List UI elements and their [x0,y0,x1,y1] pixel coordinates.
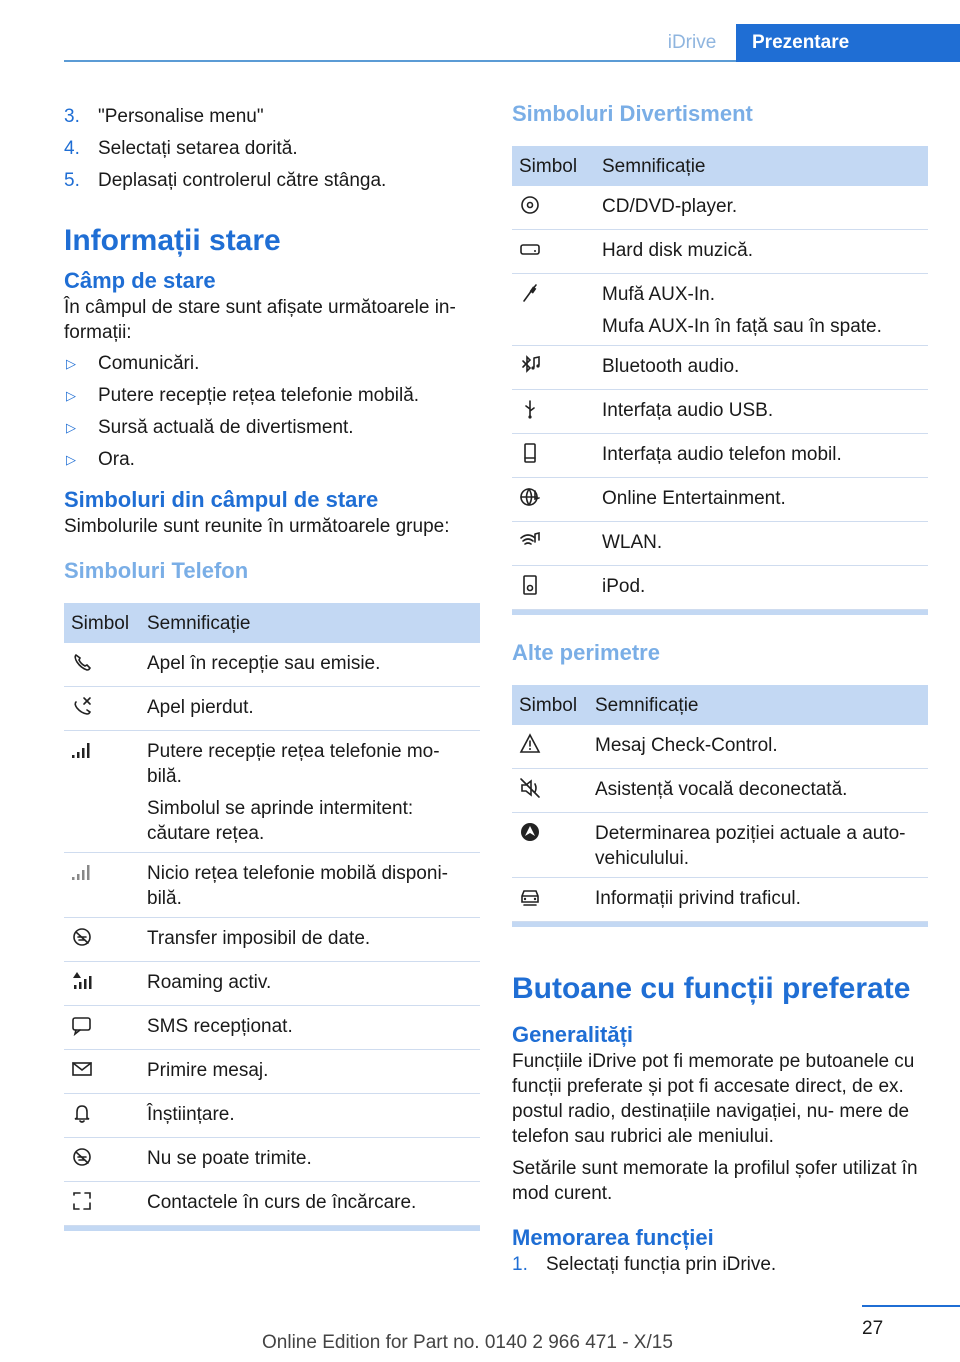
voice-off-icon [519,777,541,799]
list-item [64,136,480,161]
phone-symbols-table [64,603,480,1226]
meaning-cell [595,522,928,566]
table-row [512,522,928,566]
no-signal-icon [71,861,93,883]
step-number: 3. [64,106,80,127]
symbol-cell [64,1006,140,1050]
table-row [64,1050,480,1094]
cd-icon [519,194,541,216]
general-heading: Generalități [512,1022,634,1047]
table-row [512,478,928,522]
table-row [64,731,480,853]
symbol-cell [512,522,595,566]
usb-icon [519,398,541,420]
meaning-text: Nu se poate trimite. [147,1148,312,1169]
symbol-cell [64,643,140,687]
list-item [64,104,480,129]
meaning-text: Online Entertainment. [602,488,786,509]
symbol-cell [64,1094,140,1138]
meaning-cell [588,878,928,922]
table-row [64,1006,480,1050]
phone-call-icon [71,651,93,673]
hard-disk-icon [519,238,541,260]
mail-icon [71,1058,93,1080]
meaning-cell [140,731,480,853]
meaning-cell [595,390,928,434]
step-text: Selectați setarea dorită. [98,138,298,159]
list-item [64,383,480,408]
meaning-cell [588,813,928,878]
table-row [512,878,928,922]
symbol-cell [512,230,595,274]
footer-rule [862,1305,960,1307]
table-row [512,725,928,769]
bell-icon [71,1102,93,1124]
bullet-marker-icon: ▷ [66,420,76,435]
mobile-phone-icon [519,442,541,464]
wlan-icon [519,530,541,552]
meaning-cell [140,962,480,1006]
step-number: 1. [512,1254,528,1275]
meaning-cell [595,186,928,230]
other-areas-heading: Alte perimetre [512,640,660,665]
meaning-cell [140,1006,480,1050]
store-steps [512,1252,928,1277]
header-chapter[interactable]: Prezentare [736,24,960,62]
status-field-intro: În câmpul de stare sunt afișate următoarele in- formații: [64,297,456,343]
meaning-text: Roaming activ. [147,972,272,993]
meaning-cell [140,1050,480,1094]
table-row [512,390,928,434]
edition-note: Online Edition for Part no. 0140 2 966 471 - X/15 [262,1332,673,1353]
table-row [512,230,928,274]
col-header-symbol: Simbol [512,146,595,186]
symbol-cell [512,725,588,769]
symbol-cell [512,566,595,610]
col-header-meaning: Semnificație [595,146,928,186]
col-header-symbol: Simbol [512,685,588,725]
symbol-cell [64,853,140,918]
symbol-cell [512,390,595,434]
meaning-cell [595,478,928,522]
meaning-text: Hard disk muzică. [602,240,753,261]
table-row [64,918,480,962]
bullet-text: Sursă actuală de divertisment. [98,417,354,438]
meaning-cell [595,230,928,274]
list-item [64,168,480,193]
header-section[interactable]: iDrive [667,32,717,53]
warning-triangle-icon [519,733,541,755]
symbol-cell [512,186,595,230]
aux-plug-icon [519,282,541,304]
list-item [64,415,480,440]
meaning-text: WLAN. [602,532,663,553]
traffic-info-icon [519,886,541,908]
other-areas-table [512,685,928,922]
meaning-text: Interfața audio telefon mobil. [602,444,842,465]
bullet-text: Putere recepție rețea telefonie mobilă. [98,385,420,406]
meaning-text: Înștiințare. [147,1104,235,1125]
meaning-text: CD/DVD-player. [602,196,738,217]
table-row [512,186,928,230]
phone-symbols-heading: Simboluri Telefon [64,558,249,583]
col-header-meaning: Semnificație [140,603,480,643]
table-row [512,274,928,346]
symbol-cell [512,434,595,478]
symbol-cell [64,687,140,731]
meaning-text: Primire mesaj. [147,1060,269,1081]
meaning-text: Asistență vocală deconectată. [595,779,848,800]
table-row [64,687,480,731]
meaning-text: Putere recepție rețea telefonie mo- bilă. [147,741,440,787]
meaning-text: Contactele în curs de încărcare. [147,1192,417,1213]
bullet-text: Ora. [98,449,135,470]
table-row [64,853,480,918]
symbol-cell [64,1050,140,1094]
favorites-paragraph-1: Funcțiile iDrive pot fi memorate pe butoanele cu funcții preferate și pot fi accesate direct, de ex. postul radio, destinațiile navigației, nu- mere de telefon sau rubrici ale meniului. [512,1051,915,1147]
no-data-icon [71,926,93,948]
meaning-cell [140,1182,480,1226]
bluetooth-audio-icon [519,354,541,376]
step-number: 5. [64,170,80,191]
meaning-text: Informații privind traficul. [595,888,801,909]
symbols-heading: Simboluri din câmpul de stare [64,487,379,512]
bullet-text: Comunicări. [98,353,200,374]
meaning-cell [140,1138,480,1182]
step-number: 4. [64,138,80,159]
symbol-cell [64,962,140,1006]
meaning-text: Mufa AUX-In în față sau în spate. [602,316,882,337]
table-row [64,643,480,687]
meaning-text: Transfer imposibil de date. [147,928,371,949]
send-failed-icon [71,1146,93,1168]
step-text: Selectați funcția prin iDrive. [546,1254,777,1275]
table-row [64,962,480,1006]
roaming-icon [71,970,93,992]
meaning-text: Interfața audio USB. [602,400,774,421]
steps-top [64,104,480,193]
entertainment-heading: Simboluri Divertisment [512,101,753,126]
symbol-cell [512,346,595,390]
symbol-cell [512,878,588,922]
table-row [512,813,928,878]
meaning-cell [140,853,480,918]
col-header-meaning: Semnificație [588,685,928,725]
meaning-text: Apel pierdut. [147,697,254,718]
contacts-loading-icon [71,1190,93,1212]
symbol-cell [64,731,140,853]
table-row [512,434,928,478]
table-end-rule [512,922,928,927]
bullet-marker-icon: ▷ [66,356,76,371]
symbol-cell [512,274,595,346]
list-item [64,447,480,472]
symbol-cell [64,1138,140,1182]
meaning-text: Mufă AUX-In. [602,284,715,305]
step-text: Deplasați controlerul către stânga. [98,170,387,191]
table-row [64,1182,480,1226]
symbol-cell [512,478,595,522]
symbols-intro: Simbolurile sunt reunite în următoarele grupe: [64,516,450,537]
meaning-text: Mesaj Check-Control. [595,735,778,756]
meaning-text: SMS recepționat. [147,1016,293,1037]
left-column [64,104,480,1231]
online-entertainment-icon [519,486,541,508]
bullet-marker-icon: ▷ [66,452,76,467]
signal-strength-icon [71,739,93,761]
meaning-cell [595,346,928,390]
meaning-text: Determinarea poziției actuale a auto- vehiculului. [595,823,906,869]
meaning-cell [140,1094,480,1138]
meaning-cell [588,769,928,813]
table-row [64,1138,480,1182]
meaning-text: iPod. [602,576,646,597]
meaning-text: Simbolul se aprinde intermitent: căutare rețea. [147,798,414,844]
meaning-text: Bluetooth audio. [602,356,740,377]
col-header-symbol: Simbol [64,603,140,643]
meaning-text: Nicio rețea telefonie mobilă disponi- bilă. [147,863,448,909]
right-column [512,100,928,1284]
position-icon [519,821,541,843]
meaning-cell [595,566,928,610]
table-row [64,1094,480,1138]
table-end-rule [64,1226,480,1231]
table-row [512,769,928,813]
meaning-text: Apel în recepție sau emisie. [147,653,381,674]
step-text: "Personalise menu" [98,106,264,127]
list-item [512,1252,928,1277]
meaning-cell [595,274,928,346]
table-row [512,346,928,390]
missed-call-icon [71,695,93,717]
status-info-heading: Informații stare [64,224,281,257]
symbol-cell [512,769,588,813]
meaning-cell [140,687,480,731]
ipod-icon [519,574,541,596]
sms-icon [71,1014,93,1036]
meaning-cell [140,643,480,687]
store-function-heading: Memorarea funcției [512,1225,714,1250]
list-item [64,351,480,376]
favorites-paragraph-2: Setările sunt memorate la profilul șofer utilizat în mod curent. [512,1158,918,1204]
favorites-heading: Butoane cu funcții preferate [512,972,911,1005]
symbol-cell [512,813,588,878]
page-number: 27 [862,1318,884,1339]
meaning-cell [140,918,480,962]
table-row [512,566,928,610]
meaning-cell [588,725,928,769]
bullet-marker-icon: ▷ [66,388,76,403]
table-end-rule [512,610,928,615]
entertainment-table [512,146,928,610]
status-bullets [64,351,480,472]
status-field-heading: Câmp de stare [64,268,216,293]
symbol-cell [64,918,140,962]
symbol-cell [64,1182,140,1226]
meaning-cell [595,434,928,478]
